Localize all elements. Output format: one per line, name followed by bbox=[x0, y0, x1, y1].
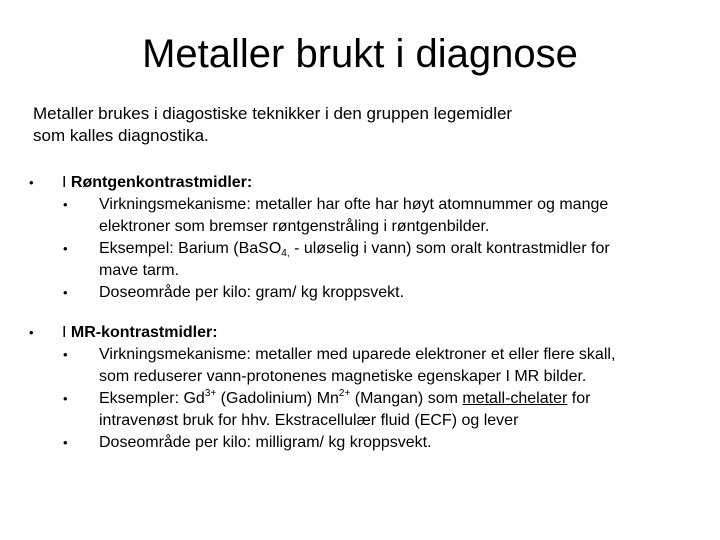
xray-heading: I Røntgenkontrastmidler: bbox=[62, 174, 253, 191]
bullet: • bbox=[63, 391, 68, 406]
intro-paragraph bbox=[33, 103, 673, 147]
xray-example-line-2: mave tarm. bbox=[99, 262, 180, 279]
xray-dose-line: Doseområde per kilo: gram/ kg kroppsvekt. bbox=[99, 284, 405, 301]
bullet: • bbox=[63, 285, 68, 300]
bullet: • bbox=[63, 347, 68, 362]
mr-heading-bold: MR-kontrastmidler: bbox=[70, 324, 218, 341]
intro-line-1: Metaller brukes i diagostiske teknikker i den gruppen legemidler bbox=[33, 104, 513, 123]
mr-example-line-2: intravenøst bruk for hhv. Ekstracellulær fluid (ECF) og lever bbox=[99, 412, 519, 429]
gd-charge-superscript: 3+ bbox=[204, 388, 217, 399]
bullet: • bbox=[63, 241, 68, 256]
mr-dose-line: Doseområde per kilo: milligram/ kg kroppsvekt. bbox=[99, 434, 432, 451]
sulfate-subscript: 4, bbox=[281, 248, 290, 259]
bullet: • bbox=[63, 197, 68, 212]
xray-heading-bold: Røntgenkontrastmidler: bbox=[70, 174, 253, 191]
xray-mechanism-line-2: elektroner som bremser røntgenstråling i røntgenbilder. bbox=[99, 218, 490, 235]
xray-mechanism-line-1: Virkningsmekanisme: metaller har ofte har høyt atomnummer og mange bbox=[99, 196, 609, 213]
xray-example-line-1: Eksempel: Barium (BaSO$_{4,}$ - uløselig i vann) som oralt kontrastmidler for bbox=[99, 240, 610, 259]
mr-mechanism-line-2: som reduserer vann-protonenes magnetiske egenskaper I MR bilder. bbox=[99, 368, 587, 385]
metal-chelate-link[interactable]: metall-chelater bbox=[462, 390, 568, 407]
mr-heading: I MR-kontrastmidler: bbox=[62, 324, 218, 341]
mr-example-line-1: Eksempler: $Gd^{3+}$ (Gadolinium) $Mn^{2+}$ (Mangan) som metall-chelater for bbox=[99, 388, 591, 407]
intro-line-2: som kalles diagnostika. bbox=[33, 126, 209, 145]
slide-title: Metaller brukt i diagnose bbox=[142, 32, 578, 76]
bullet: • bbox=[29, 325, 34, 340]
mn-charge-superscript: 2+ bbox=[338, 388, 351, 399]
mr-mechanism-line-1: Virkningsmekanisme: metaller med uparede elektroner et eller flere skall, bbox=[99, 346, 616, 363]
bullet: • bbox=[63, 435, 68, 450]
xray-section bbox=[0, 172, 720, 304]
mr-section bbox=[0, 322, 720, 454]
bullet: • bbox=[29, 175, 34, 190]
